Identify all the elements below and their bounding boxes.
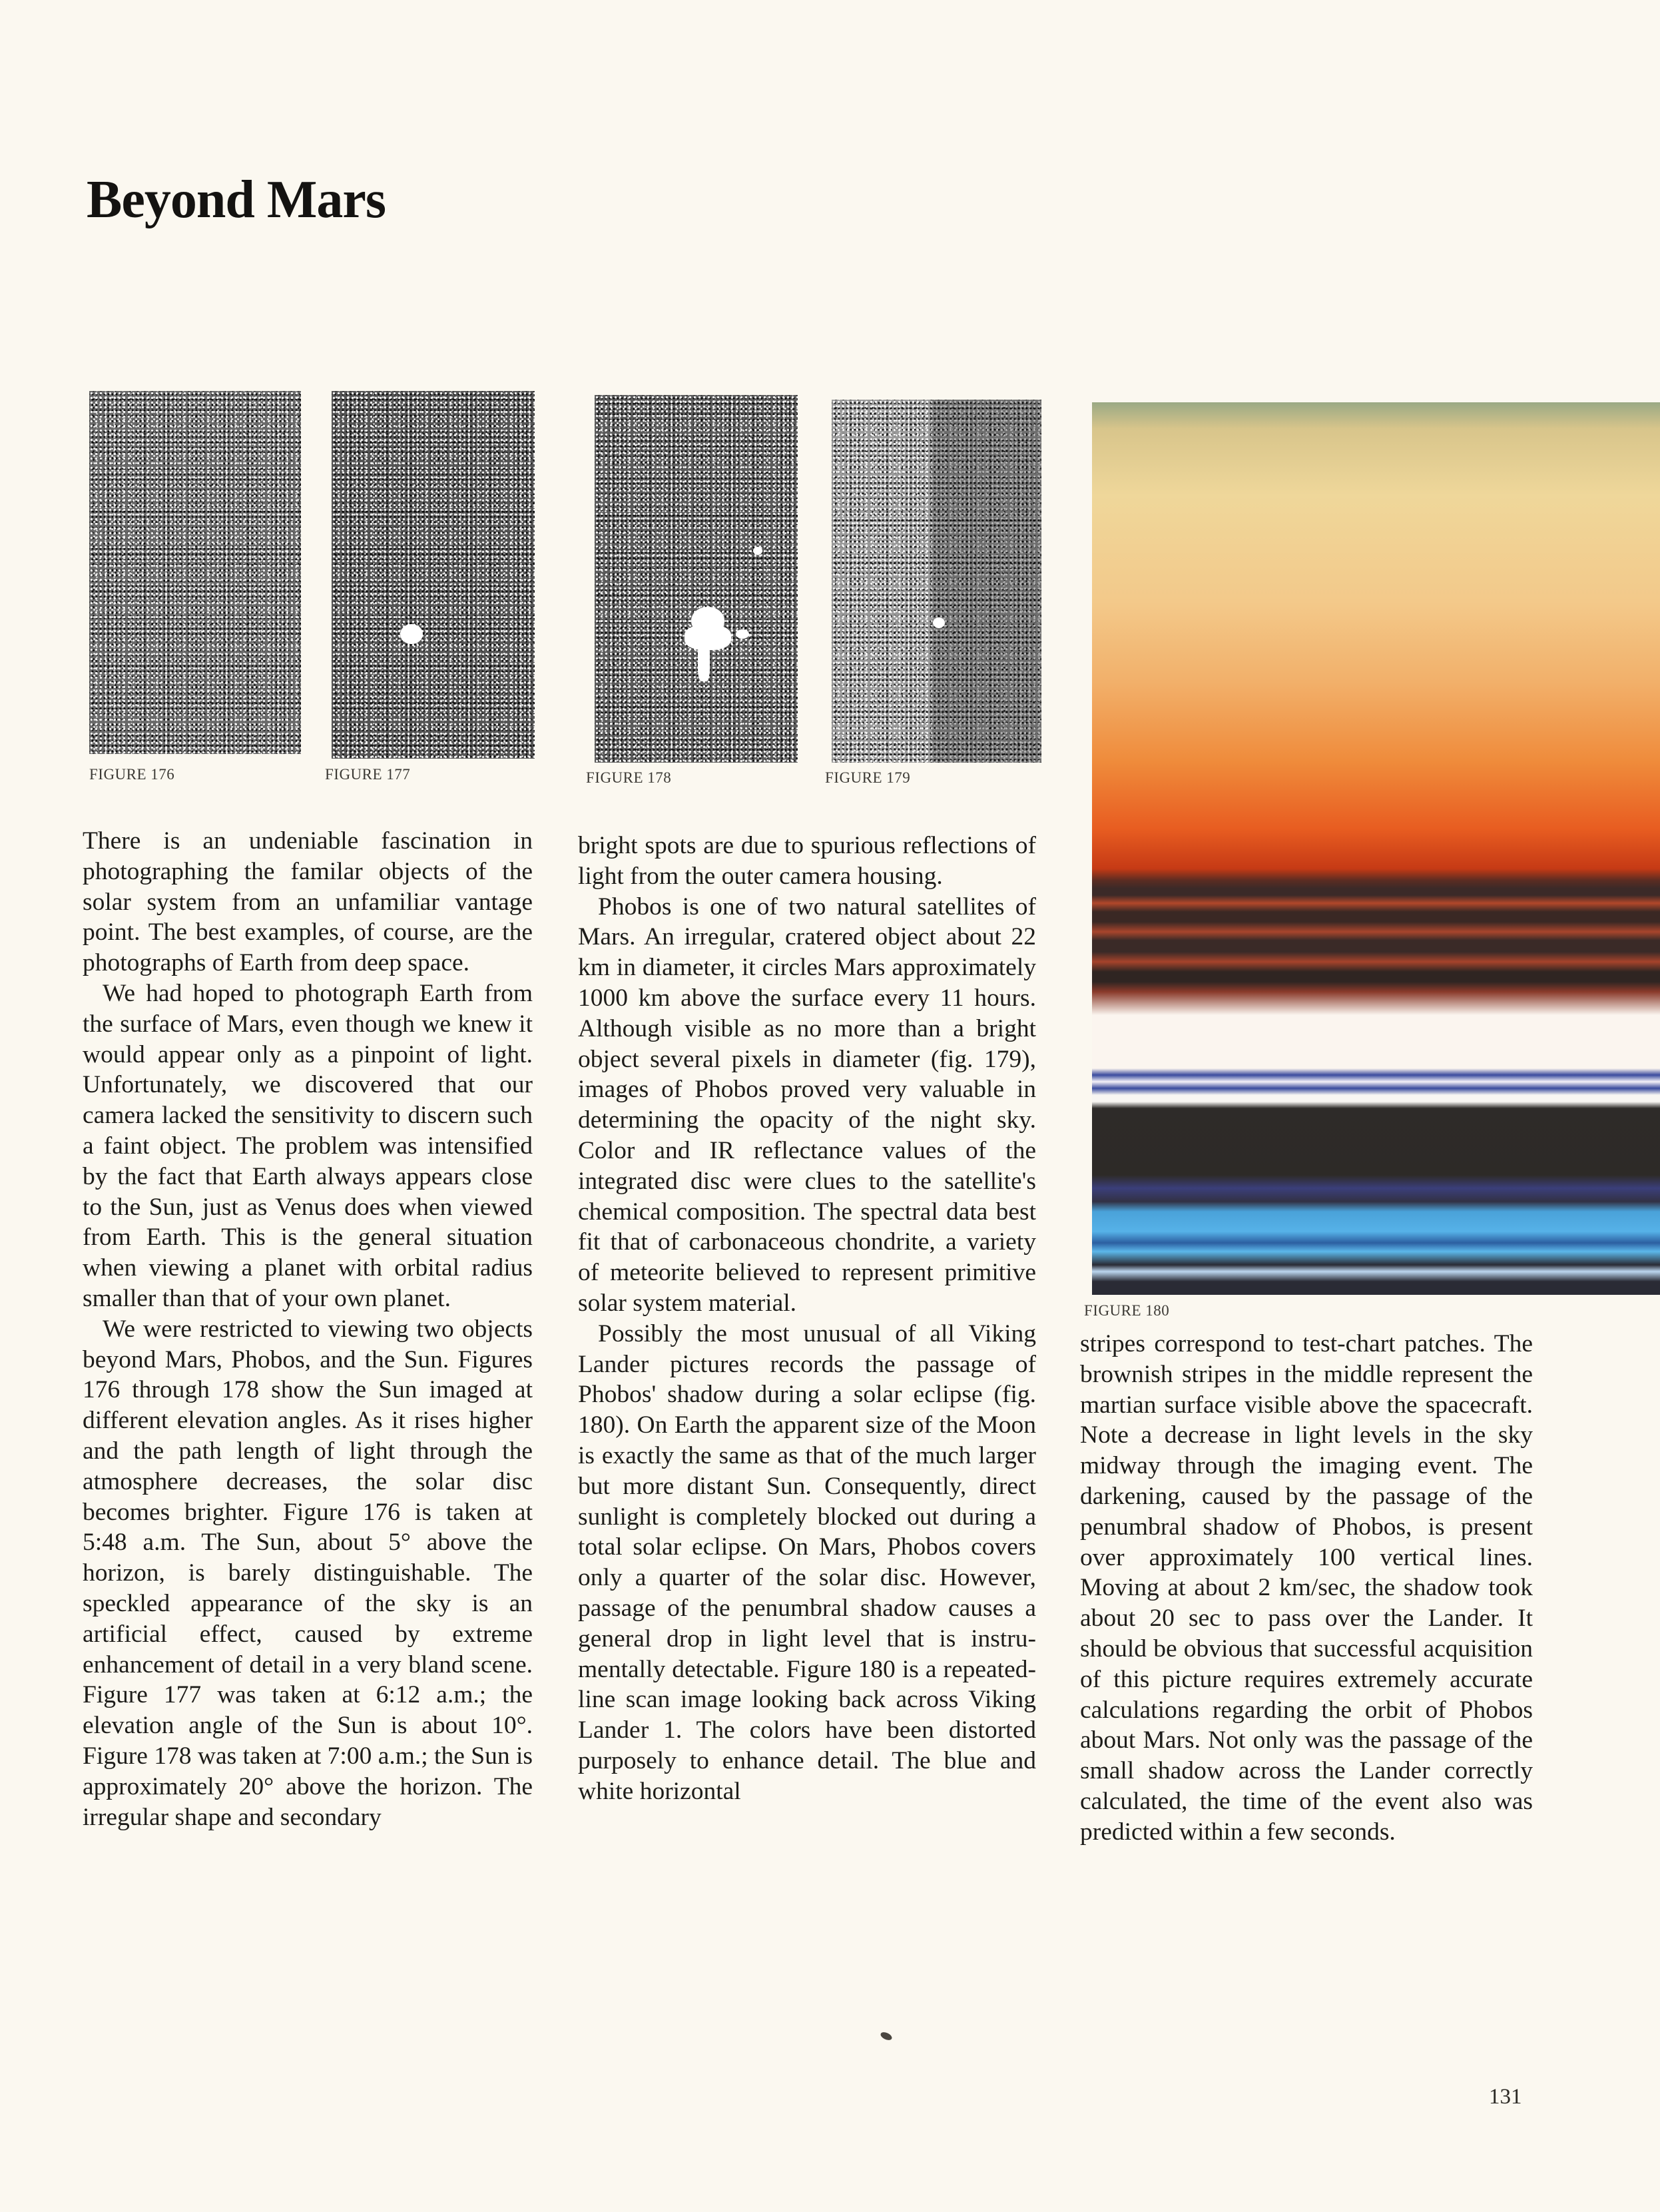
- figure-177-image: [332, 391, 535, 759]
- print-smudge: [880, 2031, 894, 2042]
- figure-178-caption: FIGURE 178: [586, 769, 672, 786]
- text-column-3: [1080, 1329, 1533, 1848]
- paragraph: bright spots are due to spurious reflections of light from the outer camera housing.: [578, 832, 1036, 890]
- secondary-spot: [736, 629, 749, 639]
- figure-176-caption: FIGURE 176: [89, 766, 175, 783]
- sun-spot: [400, 624, 423, 644]
- figure-179-image: [832, 400, 1041, 763]
- paragraph: There is an undeniable fascination in photographing the familar objects of the solar system from an unfamiliar vantage point. The best examples, of course, are the photographs of Earth from deep space.: [83, 827, 533, 977]
- paragraph: stripes correspond to test-chart patches. The brownish stripes in the middle represent the martian surface visible above the spacecraft. Note a decrease in light levels in the sky midway through the imaging event. The darkening, caused by the passage of the penumbral shadow of Phobos, is present over approximately 100 vertical lines. Moving at about 2 km/sec, the shadow took about 20 sec to pass over the Lander. It should be obvious that successful acquisition of this picture requires extremely accurate calculations regarding the orbit of Phobos about Mars. Not only was the passage of the small shadow across the Lander correctly calculated, the time of the event also was predicted within a few seconds.: [1080, 1330, 1533, 1846]
- figure-176-image: [89, 391, 301, 754]
- paragraph: We were restricted to viewing two objects beyond Mars, Phobos, and the Sun. Figures 176 through 178 show the Sun imaged at different elevation angles. As it rises higher and the path length of light through the atmosphere decreases, the solar disc becomes brighter. Figure 176 is taken at 5:48 a.m. The Sun, about 5° above the horizon, is barely distinguishable. The speckled appearance of the sky is an artificial effect, caused by extreme enhancement of detail in a very bland scene. Figure 177 was taken at 6:12 a.m.; the elevation angle of the Sun is about 10°. Figure 178 was taken at 7:00 a.m.; the Sun is approximately 20° above the horizon. The irregular shape and secondary: [83, 1315, 533, 1831]
- sun-spot-tail: [698, 641, 710, 681]
- shadow-region: [932, 400, 1041, 763]
- secondary-spot: [753, 547, 762, 555]
- paragraph: Phobos is one of two natural satellites of Mars. An irregular, cratered object about 22 km in diameter, it circles Mars approximately 1000 km above the surface every 11 hours. Although visible as no more than a bright object several pixels in diameter (fig. 179), images of Phobos proved very valuable in determining the opacity of the night sky. Color and IR reflectance values of the integrated disc were clues to the satellite's chemical composition. The spectral data best fit that of carbonaceous chondrite, a variety of meteorite believed to represent primitive solar system material.: [578, 893, 1036, 1317]
- page-number: 131: [1489, 2085, 1522, 2109]
- paragraph: Possibly the most unusual of all Viking Lander pictures records the passage of Phobos' shadow during a solar eclipse (fig. 180). On Earth the apparent size of the Moon is exactly the same as that of the much larger but more distant Sun. Consequently, direct sunlight is completely blocked out during a total solar eclipse. On Mars, Phobos covers only a quarter of the solar disc. However, passage of the penumbral shadow causes a general drop in light level that is instrumentally detectable. Figure 180 is a repeated-line scan image looking back across Viking Lander 1. The colors have been distorted purposely to enhance detail. The blue and white horizontal: [578, 1319, 1036, 1805]
- page-title: Beyond Mars: [87, 171, 386, 229]
- paragraph: We had hoped to photograph Earth from the surface of Mars, even though we knew it would appear only as a pinpoint of light. Unfortunately, we discovered that our camera lacked the sensitivity to discern such a faint object. The problem was intensified by the fact that Earth always appears close to the Sun, just as Venus does when viewed from Earth. This is the general situation when viewing a planet with orbital radius smaller than that of your own planet.: [83, 979, 533, 1312]
- figure-180-image: [1092, 402, 1660, 1295]
- figure-178-image: [595, 395, 798, 763]
- figure-179-caption: FIGURE 179: [825, 769, 911, 786]
- figure-177-caption: FIGURE 177: [325, 766, 411, 783]
- phobos-spot: [933, 617, 945, 628]
- figure-180-caption: FIGURE 180: [1084, 1302, 1170, 1319]
- text-column-1: [83, 826, 533, 1832]
- text-column-2: [578, 831, 1036, 1807]
